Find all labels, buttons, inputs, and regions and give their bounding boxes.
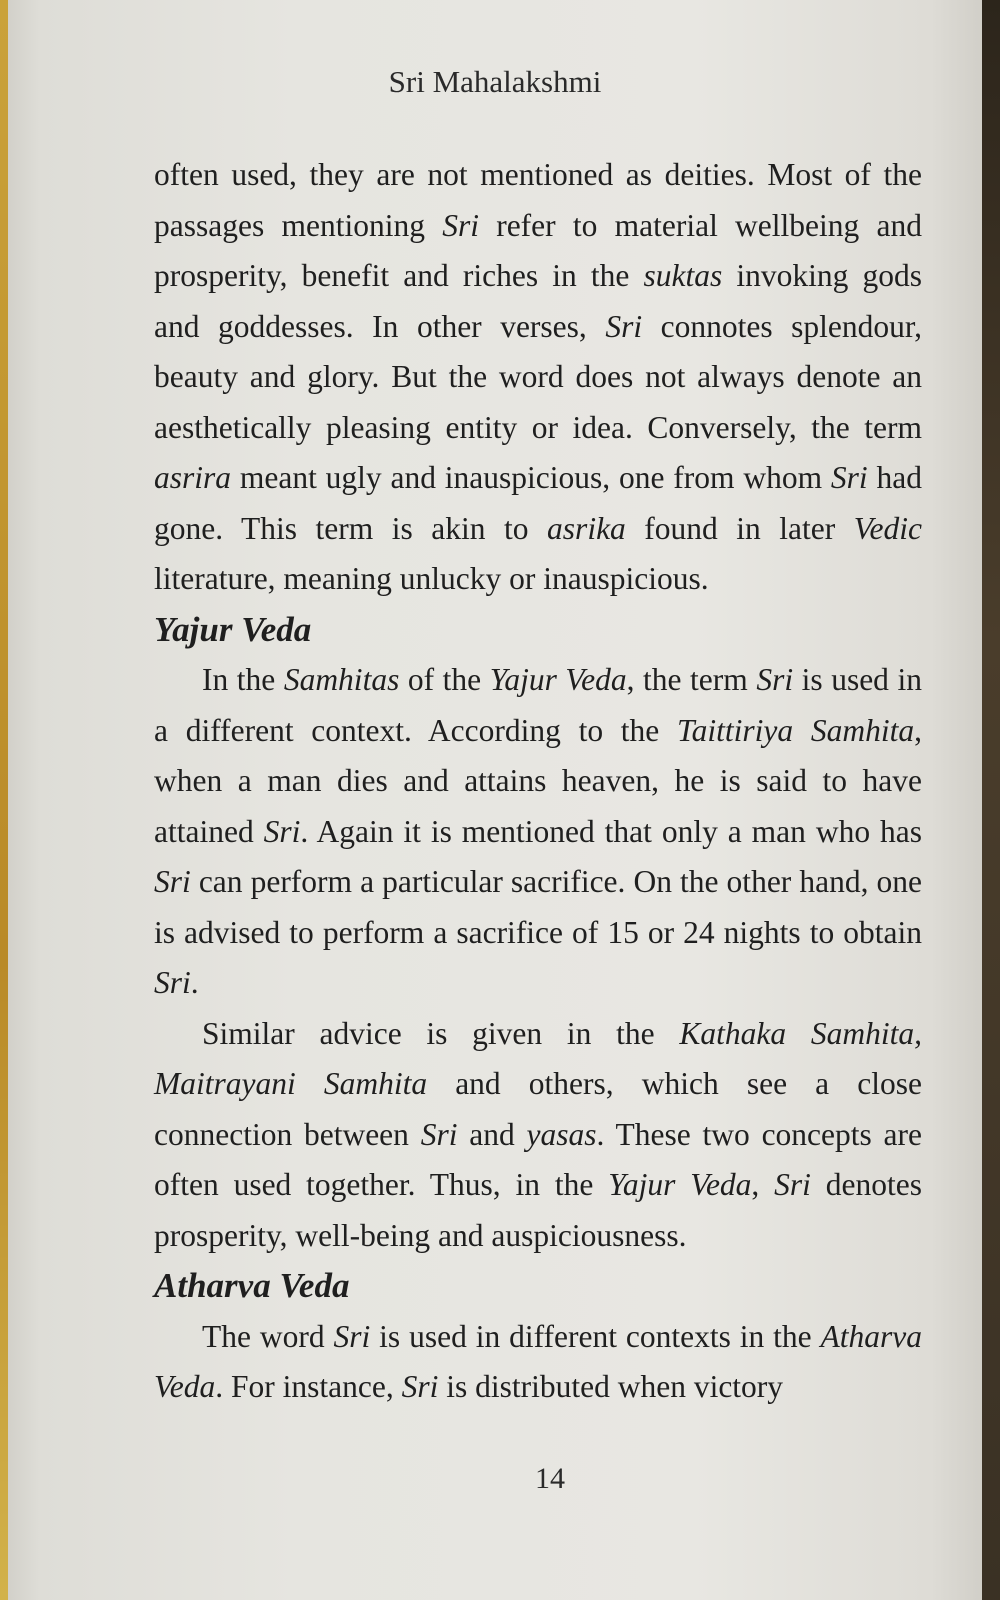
- term-atharva-veda: Atharva Veda: [154, 1318, 923, 1404]
- term-sri: Sri: [263, 813, 301, 849]
- book-edge-shadow: [982, 0, 1000, 1600]
- paragraph-3: [154, 1009, 922, 1262]
- term-sri: Sri: [830, 460, 868, 495]
- text-run: is used in different contexts in the: [370, 1318, 821, 1354]
- text-run: . Again it is mentioned that only a man who has: [300, 813, 922, 849]
- text-run: In the: [202, 662, 284, 697]
- term-sri: Sri: [420, 1116, 458, 1152]
- term-vedic: Vedic: [853, 510, 922, 546]
- term-sri: Sri: [154, 965, 191, 1000]
- text-run: The word: [202, 1318, 334, 1354]
- term-sri: Sri: [154, 864, 191, 899]
- body-text: [154, 150, 922, 1413]
- text-run: denotes prosperity, well-being and auspiciousness.: [154, 1167, 922, 1253]
- text-run: had gone. This term is akin to: [154, 460, 922, 546]
- text-run: often used, they are not mentioned as deities. Most of the passages mentioning: [154, 157, 922, 243]
- term-suktas: suktas: [643, 258, 723, 293]
- term-sri: Sri: [605, 308, 643, 344]
- paragraph-1: [154, 150, 922, 605]
- term-yajur-veda: Yajur Veda: [608, 1167, 752, 1202]
- section-heading-atharva-veda: Atharva Veda: [154, 1266, 350, 1305]
- page-number: 14: [535, 1462, 565, 1495]
- text-run: connotes splendour, beauty and glory. But the word does not always denote an aesthetically pleasing entity or idea. Conversely, the term: [154, 308, 922, 445]
- text-run: literature, meaning unlucky or inauspicious.: [154, 561, 709, 596]
- text-run: is distributed when victory: [438, 1369, 784, 1404]
- term-sri: Sri: [442, 207, 479, 243]
- paragraph-2: [154, 655, 922, 1009]
- text-run: and others, which see a close connection between: [154, 1066, 922, 1152]
- term-sri: Sri: [333, 1318, 371, 1354]
- term-asrika: asrika: [547, 510, 626, 546]
- text-run: . For instance,: [215, 1369, 402, 1404]
- term-yasas: yasas: [526, 1116, 597, 1152]
- paragraph-4: [154, 1312, 922, 1413]
- text-run: and: [457, 1116, 527, 1152]
- term-taittiriya-samhita: Taittiriya Samhita: [677, 712, 915, 748]
- text-run: of the: [399, 662, 490, 697]
- text-run: invoking gods and goddesses. In other verses,: [154, 258, 923, 344]
- text-run: , when a man dies and attains heaven, he is said to have attained: [154, 712, 922, 849]
- running-head: Sri Mahalakshmi: [388, 64, 602, 99]
- text-run: ,: [751, 1167, 775, 1202]
- text-run: can perform a particular sacrifice. On the other hand, one is advised to perform a sacrifice of 15 or 24 nights to obtain: [154, 864, 922, 950]
- text-run: , the term: [626, 662, 757, 697]
- term-yajur-veda: Yajur Veda: [489, 662, 627, 697]
- term-sri: Sri: [756, 662, 794, 697]
- term-sri: Sri: [774, 1167, 811, 1202]
- text-run: .: [190, 965, 199, 1000]
- term-asrira: asrira: [154, 460, 232, 495]
- term-sri: Sri: [401, 1369, 439, 1404]
- text-run: Similar advice is given in the: [202, 1015, 680, 1051]
- text-run: . These two concepts are often used together. Thus, in the: [154, 1116, 922, 1202]
- text-run: is used in a different context. According to the: [154, 662, 922, 748]
- section-heading-yajur-veda: Yajur Veda: [154, 609, 312, 649]
- text-run: found in later: [625, 510, 854, 546]
- term-samhitas-list: Kathaka Samhita, Maitrayani Samhita: [154, 1015, 923, 1101]
- text-run: refer to material wellbeing and prosperity, benefit and riches in the: [154, 207, 922, 293]
- term-samhitas: Samhitas: [283, 662, 400, 697]
- page-edge-strip: [0, 0, 8, 1600]
- text-run: meant ugly and inauspicious, one from whom: [231, 460, 831, 495]
